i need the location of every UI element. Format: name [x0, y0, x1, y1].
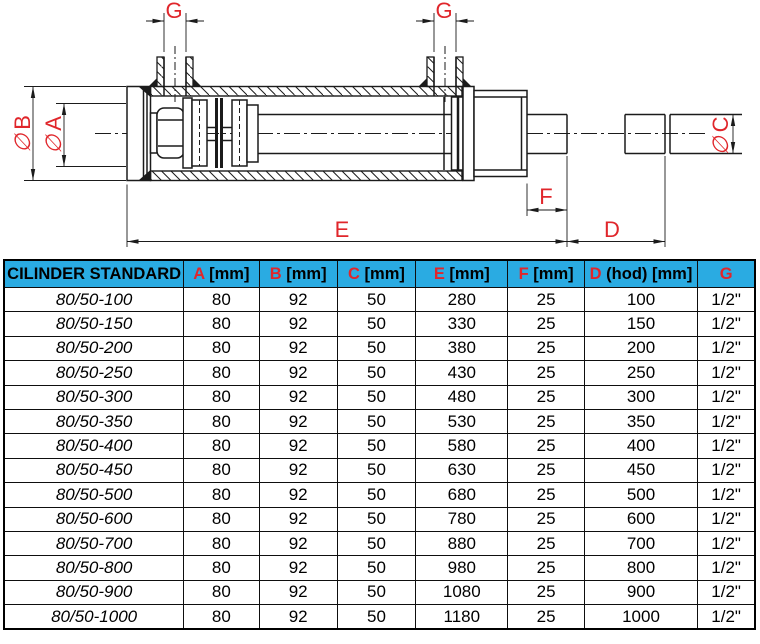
cell-model: 80/50-100: [4, 288, 184, 312]
header-g: [698, 260, 755, 288]
cell-value: 50: [337, 312, 415, 336]
cell-model: 80/50-700: [4, 531, 184, 555]
cell-model: 80/50-350: [4, 409, 184, 433]
cell-value: 50: [337, 336, 415, 360]
cell-value: 1/2": [698, 458, 755, 482]
table-row: [4, 336, 755, 360]
table-row: [4, 434, 755, 458]
cell-value: 92: [259, 385, 337, 409]
cell-value: 50: [337, 605, 415, 630]
cell-value: 25: [508, 580, 584, 604]
cell-value: 80: [184, 556, 259, 580]
cell-value: 80: [184, 580, 259, 604]
header-key: D: [589, 264, 602, 283]
spec-table-body: [4, 288, 755, 630]
cell-value: 380: [416, 336, 508, 360]
cell-model: 80/50-300: [4, 385, 184, 409]
cell-value: 580: [416, 434, 508, 458]
cell-value: 480: [416, 385, 508, 409]
label-f: F: [539, 184, 553, 209]
header-e: [416, 260, 508, 288]
table-row: [4, 312, 755, 336]
header-key: F: [518, 264, 529, 283]
header-unit: (hod) [mm]: [601, 264, 693, 283]
cell-value: 1/2": [698, 409, 755, 433]
cell-model: 80/50-600: [4, 507, 184, 531]
cell-value: 25: [508, 507, 584, 531]
cell-value: 1/2": [698, 556, 755, 580]
cell-value: 50: [337, 409, 415, 433]
cell-value: 25: [508, 458, 584, 482]
cell-value: 900: [584, 580, 697, 604]
cell-model: 80/50-900: [4, 580, 184, 604]
table-header-row: [4, 260, 755, 288]
header-key: C: [348, 264, 360, 283]
cell-value: 80: [184, 336, 259, 360]
table-row: [4, 580, 755, 604]
header-f: [508, 260, 584, 288]
cell-value: 1/2": [698, 483, 755, 507]
header-unit: [mm]: [281, 264, 327, 283]
cell-value: 530: [416, 409, 508, 433]
table-row: [4, 385, 755, 409]
cell-value: 500: [584, 483, 697, 507]
label-d: D: [604, 217, 620, 242]
cell-value: 25: [508, 336, 584, 360]
cell-value: 300: [584, 385, 697, 409]
cell-value: 80: [184, 483, 259, 507]
cell-value: 80: [184, 507, 259, 531]
cell-value: 92: [259, 312, 337, 336]
cell-value: 25: [508, 556, 584, 580]
table-row: [4, 483, 755, 507]
gland-assembly: [444, 87, 527, 181]
cell-value: 1/2": [698, 531, 755, 555]
dim-dia-c: [708, 115, 735, 156]
cell-value: 25: [508, 605, 584, 630]
cell-value: 680: [416, 483, 508, 507]
cell-value: 80: [184, 409, 259, 433]
cell-value: 50: [337, 483, 415, 507]
header-unit: [mm]: [444, 264, 490, 283]
cell-value: 200: [584, 336, 697, 360]
cell-value: 92: [259, 361, 337, 385]
weld-mark: [419, 78, 428, 87]
cell-model: 80/50-500: [4, 483, 184, 507]
cell-model: 80/50-800: [4, 556, 184, 580]
cell-value: 1/2": [698, 336, 755, 360]
cell-value: 25: [508, 434, 584, 458]
cell-value: 330: [416, 312, 508, 336]
cell-value: 92: [259, 458, 337, 482]
cell-value: 80: [184, 605, 259, 630]
cell-value: 25: [508, 312, 584, 336]
cell-value: 25: [508, 288, 584, 312]
cell-value: 92: [259, 556, 337, 580]
cell-value: 1/2": [698, 605, 755, 630]
header-key: A: [193, 264, 205, 283]
header-c: [337, 260, 415, 288]
cell-model: 80/50-200: [4, 336, 184, 360]
table-row: [4, 458, 755, 482]
label-g-right: G: [435, 0, 453, 23]
header-key: G: [719, 264, 733, 283]
cell-value: 630: [416, 458, 508, 482]
piston-assembly: [151, 98, 259, 168]
cell-value: 92: [259, 507, 337, 531]
cell-value: 1/2": [698, 507, 755, 531]
cell-value: 25: [508, 531, 584, 555]
header-key: E: [433, 264, 445, 283]
table-row: [4, 507, 755, 531]
header-unit: [mm]: [204, 264, 250, 283]
cell-value: 80: [184, 458, 259, 482]
cell-value: 1/2": [698, 312, 755, 336]
cell-value: 92: [259, 483, 337, 507]
cell-value: 50: [337, 361, 415, 385]
cell-value: 430: [416, 361, 508, 385]
cell-model: 80/50-150: [4, 312, 184, 336]
cell-value: 1/2": [698, 385, 755, 409]
cell-value: 80: [184, 361, 259, 385]
cell-value: 780: [416, 507, 508, 531]
spec-table: [3, 259, 756, 630]
cell-value: 50: [337, 531, 415, 555]
header-d-hod: [584, 260, 697, 288]
cell-value: 50: [337, 288, 415, 312]
weld-mark: [463, 78, 472, 87]
cell-model: 80/50-1000: [4, 605, 184, 630]
cell-value: 800: [584, 556, 697, 580]
cell-value: 80: [184, 288, 259, 312]
table-row: [4, 409, 755, 433]
dim-e: [127, 185, 567, 248]
cell-value: 92: [259, 531, 337, 555]
cell-value: 50: [337, 434, 415, 458]
table-row: [4, 361, 755, 385]
cell-value: 1000: [584, 605, 697, 630]
cell-value: 1/2": [698, 580, 755, 604]
table-row: [4, 605, 755, 630]
cell-value: 25: [508, 483, 584, 507]
cell-value: 400: [584, 434, 697, 458]
cell-value: 50: [337, 458, 415, 482]
technical-drawing: [0, 0, 760, 259]
cell-value: 92: [259, 434, 337, 458]
weld-mark: [193, 78, 202, 87]
cell-value: 150: [584, 312, 697, 336]
label-g-left: G: [165, 0, 183, 23]
header-b: [259, 260, 337, 288]
cell-value: 80: [184, 385, 259, 409]
label-dia-b: ∅B: [10, 115, 35, 153]
cell-value: 80: [184, 531, 259, 555]
table-row: [4, 556, 755, 580]
dim-f: [527, 156, 567, 247]
cell-value: 880: [416, 531, 508, 555]
header-unit: CILINDER STANDARD: [7, 264, 182, 283]
cell-model: 80/50-250: [4, 361, 184, 385]
cell-value: 92: [259, 605, 337, 630]
cell-value: 50: [337, 556, 415, 580]
header-cilinder-standard: [4, 260, 184, 288]
cell-value: 600: [584, 507, 697, 531]
cell-value: 25: [508, 385, 584, 409]
cell-value: 100: [584, 288, 697, 312]
dim-d: [567, 156, 665, 247]
cell-value: 50: [337, 580, 415, 604]
cell-value: 80: [184, 312, 259, 336]
cell-value: 92: [259, 580, 337, 604]
cell-value: 250: [584, 361, 697, 385]
table-row: [4, 288, 755, 312]
cell-value: 92: [259, 288, 337, 312]
cell-value: 50: [337, 507, 415, 531]
label-dia-c: ∅C: [708, 116, 733, 156]
cell-value: 980: [416, 556, 508, 580]
header-unit: [mm]: [528, 264, 574, 283]
label-dia-a: ∅A: [41, 116, 66, 154]
cell-value: 92: [259, 409, 337, 433]
dim-g-right: [416, 0, 474, 52]
cell-value: 1/2": [698, 288, 755, 312]
header-key: B: [269, 264, 282, 283]
dim-dia-a: [41, 104, 126, 167]
cell-value: 1080: [416, 580, 508, 604]
cell-value: 450: [584, 458, 697, 482]
dim-g-left: [146, 0, 204, 52]
cell-model: 80/50-450: [4, 458, 184, 482]
weld-mark: [149, 78, 158, 87]
cell-value: 1/2": [698, 361, 755, 385]
left-end-cap: [127, 87, 151, 181]
header-unit: [mm]: [359, 264, 405, 283]
cell-value: 280: [416, 288, 508, 312]
cell-value: 1/2": [698, 434, 755, 458]
cell-value: 92: [259, 336, 337, 360]
header-a: [184, 260, 259, 288]
cell-value: 80: [184, 434, 259, 458]
cell-value: 50: [337, 385, 415, 409]
cell-value: 1180: [416, 605, 508, 630]
cell-value: 350: [584, 409, 697, 433]
cell-model: 80/50-400: [4, 434, 184, 458]
cell-value: 700: [584, 531, 697, 555]
cell-value: 25: [508, 361, 584, 385]
table-row: [4, 531, 755, 555]
label-e: E: [334, 217, 350, 242]
cell-value: 25: [508, 409, 584, 433]
